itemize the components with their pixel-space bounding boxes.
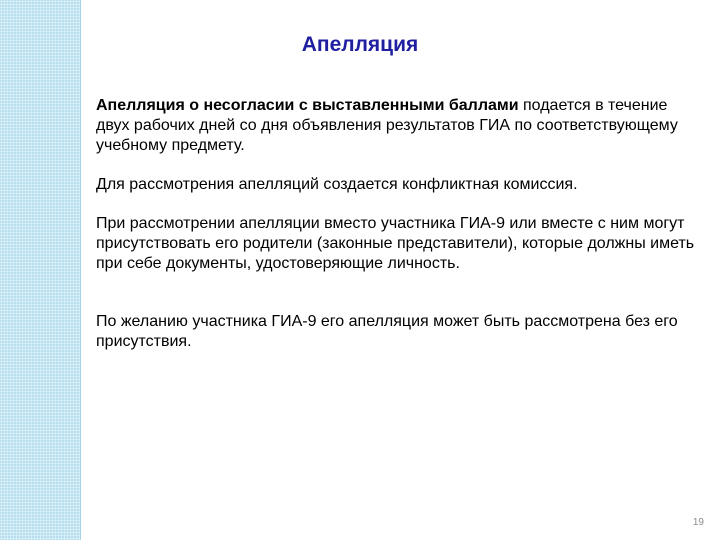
decorative-side-strip	[0, 0, 80, 540]
paragraph-appeal-deadline-bold: Апелляция о несогласии с выставленными баллами	[96, 97, 519, 114]
side-strip-edge	[80, 0, 81, 540]
slide-title: Апелляция	[301, 33, 419, 56]
paragraph-absent-review: По желанию участника ГИА-9 его апелляция может быть рассмотрена без его присутствия.	[96, 313, 678, 350]
paragraph-parents-presence: При рассмотрении апелляции вместо участника ГИА-9 или вместе с ним могут присутствовать его родители (законные представители), которые должны иметь при себе документы, удостоверяющие личность.	[96, 215, 695, 272]
paragraph-appeal-deadline-tail: ГИА по соответствующему учебному предмету.	[96, 117, 678, 154]
paragraph-appeal-deadline	[96, 96, 696, 156]
paragraph-appeal-deadline-regular: подается в течение двух рабочих дней со дня объявления результатов	[96, 97, 668, 134]
paragraph-conflict-commission: Для рассмотрения апелляций создается конфликтная комиссия.	[96, 176, 578, 193]
slide-body	[96, 96, 696, 352]
page-number: 19	[692, 517, 704, 528]
